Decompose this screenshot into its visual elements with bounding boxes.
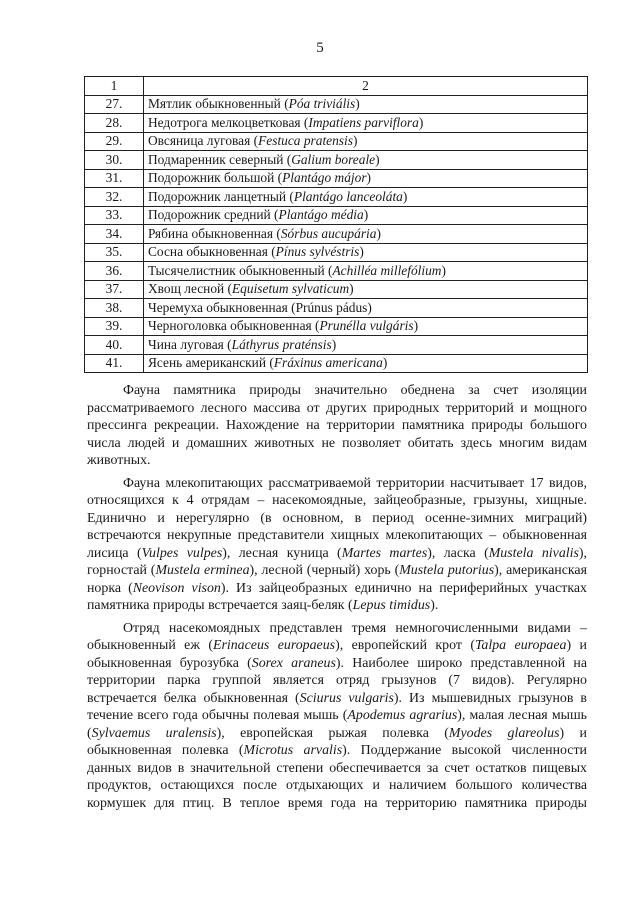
latin-species-name: Sylvaemus uralensis [91,725,217,741]
latin-species-name: Microtus arvalis [243,743,343,758]
text-run: Отряд насекомоядных представлен тремя немногочисленными видами – обыкновенный еж ( [87,620,587,653]
latin-species-name: Neovison vison [132,580,221,596]
latin-species-name: Sorex araneus [251,655,336,671]
species-table-body [85,77,588,373]
species-cell: Мятлик обыкновенный (Póa triviális) [144,95,588,114]
column-header: 1 [85,77,144,96]
table-row [85,280,588,299]
row-number: 36. [85,262,144,281]
species-cell: Хвощ лесной (Equisetum sylvaticum) [144,280,588,299]
latin-species-name: Mustela nivalis [488,545,579,561]
latin-species-name: Mustela erminea [155,563,250,578]
row-number: 35. [85,243,144,262]
latin-species-name: Myodes glareolus [448,725,560,741]
species-latin-name: Láthyrus praténsis [231,336,332,352]
page-number: 5 [316,40,324,56]
latin-species-name: Vulpes vulpes [141,545,223,561]
row-number: 30. [85,151,144,170]
table-row [85,299,588,318]
species-cell: Овсяница луговая (Festuca pratensis) [144,132,588,151]
latin-species-name: Mustela putorius [399,563,495,578]
text-run: ), малая лесная мышь ( [87,708,587,741]
table-row [85,336,588,355]
table-row [85,95,588,114]
text-run: ) и обыкновенная полевка ( [87,725,587,758]
row-number: 41. [85,354,144,373]
row-number: 34. [85,225,144,244]
latin-species-name: Lepus timidus [352,598,431,613]
text-run: ). Из зайцеобразных единично на периферийных участках памятника природы встречается заяц-беляк ( [87,580,587,613]
text-run: ). Поддержание высокой численности данных видов в значительной степени обеспечивается за счет остатков пищевых продуктов, остающихся после отдыхающих и наличием большого количества кормушек для птиц. В теплое время года на территорию памятника природы [87,743,587,811]
table-row [85,132,588,151]
latin-species-name: Apodemus agrarius [347,708,458,723]
species-table [84,76,588,373]
row-number: 32. [85,188,144,207]
column-header: 2 [144,77,588,96]
species-name: Подорожник большой [148,170,275,186]
species-cell: Рябина обыкновенная (Sórbus aucupária) [144,225,588,244]
species-name: Рябина обыкновенная [148,225,274,241]
species-latin-name: Plantágo lanceoláta [293,188,403,204]
text-run: ) и обыкновенная бурозубка ( [87,638,587,671]
species-name: Мятлик обыкновенный [148,96,281,112]
table-row [85,243,588,262]
latin-species-name: Sciurus vulgaris [299,690,394,706]
text-run: ), американская норка ( [87,563,587,596]
species-name: Черемуха обыкновенная [148,299,288,315]
species-cell: Тысячелистник обыкновенный (Achilléa millefólium) [144,262,588,281]
text-run: ). Из мышевидных грызунов в течение всего года обычны полевая мышь ( [87,690,587,723]
species-cell: Черемуха обыкновенная (Prúnus pádus) [144,299,588,318]
row-number: 37. [85,280,144,299]
species-cell: Подорожник ланцетный (Plantágo lanceoláta) [144,188,588,207]
species-latin-name: Galium boreale [291,151,376,167]
table-row [85,262,588,281]
paragraph [87,382,587,470]
species-latin-name: Festuca pratensis [258,133,353,149]
latin-species-name: Erinaceus europaeus [212,638,336,653]
species-cell: Подорожник средний (Plantágo média) [144,206,588,225]
table-row [85,114,588,133]
text-run: ), лесной (черный) хорь ( [249,563,400,578]
species-name: Черноголовка обыкновенная [148,318,312,334]
species-name: Хвощ лесной [148,281,225,297]
latin-species-name: Talpa europaea [474,638,567,653]
table-row [85,354,588,373]
species-cell: Черноголовка обыкновенная (Prunélla vulgáris) [144,317,588,336]
row-number: 31. [85,169,144,188]
text-run: ), европейский крот ( [335,638,475,653]
row-number: 29. [85,132,144,151]
body-text [87,382,587,817]
text-run: ). [430,598,439,613]
paragraph [87,475,587,615]
row-number: 38. [85,299,144,318]
row-number: 27. [85,95,144,114]
species-cell: Недотрога мелкоцветковая (Impatiens parviflora) [144,114,588,133]
species-name: Подорожник средний [148,207,271,223]
species-name: Недотрога мелкоцветковая [148,114,301,130]
species-latin-name: Prúnus pádus [295,299,368,315]
species-name: Подмаренник северный [148,151,284,167]
species-name: Овсяница луговая [148,133,251,149]
species-latin-name: Fráxinus americana [273,355,383,371]
table-header-row [85,77,588,96]
row-number: 39. [85,317,144,336]
row-number: 33. [85,206,144,225]
text-run: Фауна млекопитающих рассматриваемой территории насчитывает 17 видов, относящихся к 4 отрядам – насекомоядные, зайцеобразные, грызуны, хищные. Единично и нерегулярно (в основном, в период осенне-зимних миграций) встречаются некрупные представители хищных млекопитающих – обыкновенная лисица ( [87,475,587,561]
table-row [85,317,588,336]
text-run: ), ласка ( [427,545,489,561]
species-latin-name: Plantágo média [278,207,364,223]
species-cell: Подорожник большой (Plantágo májor) [144,169,588,188]
species-cell: Ясень американский (Fráxinus americana) [144,354,588,373]
species-cell: Сосна обыкновенная (Pínus sylvéstris) [144,243,588,262]
row-number: 28. [85,114,144,133]
text-run: ), лесная куница ( [222,545,342,561]
species-cell: Чина луговая (Láthyrus praténsis) [144,336,588,355]
species-latin-name: Impatiens parviflora [308,114,419,130]
species-latin-name: Póa triviális [288,96,356,112]
species-name: Подорожник ланцетный [148,188,287,204]
table-row [85,206,588,225]
species-name: Тысячелистник обыкновенный [148,262,325,278]
species-name: Сосна обыкновенная [148,244,268,260]
table-row [85,151,588,170]
species-cell: Подмаренник северный (Galium boreale) [144,151,588,170]
row-number: 40. [85,336,144,355]
table-row [85,225,588,244]
text-run: ), горностай ( [87,545,588,578]
species-latin-name: Sórbus aucupária [280,225,377,241]
species-latin-name: Equisetum sylvaticum [232,281,350,297]
table-row [85,169,588,188]
latin-species-name: Martes martes [341,545,428,561]
species-name: Ясень американский [148,355,267,371]
text-run: ). Наиболее широко представленной на территории парка группой является отряд грызунов (7 видов). Регулярно встречается белка обыкновенная ( [87,655,588,706]
species-name: Чина луговая [148,336,224,352]
text-run: ), европейская рыжая полевка ( [216,725,449,741]
species-latin-name: Pínus sylvéstris [275,244,360,260]
paragraph [87,620,587,813]
species-latin-name: Achilléa millefólium [332,262,442,278]
species-latin-name: Plantágo májor [282,170,367,186]
table-row [85,188,588,207]
text-run: Фауна памятника природы значительно обеднена за счет изоляции рассматриваемого лесного массива от других природных территорий и мощного прессинга рекреации. Нахождение на территории памятника природы большого числа людей и домашних животных не позволяет обитать здесь многим видам животных. [87,383,587,468]
species-latin-name: Prunélla vulgáris [319,318,414,334]
